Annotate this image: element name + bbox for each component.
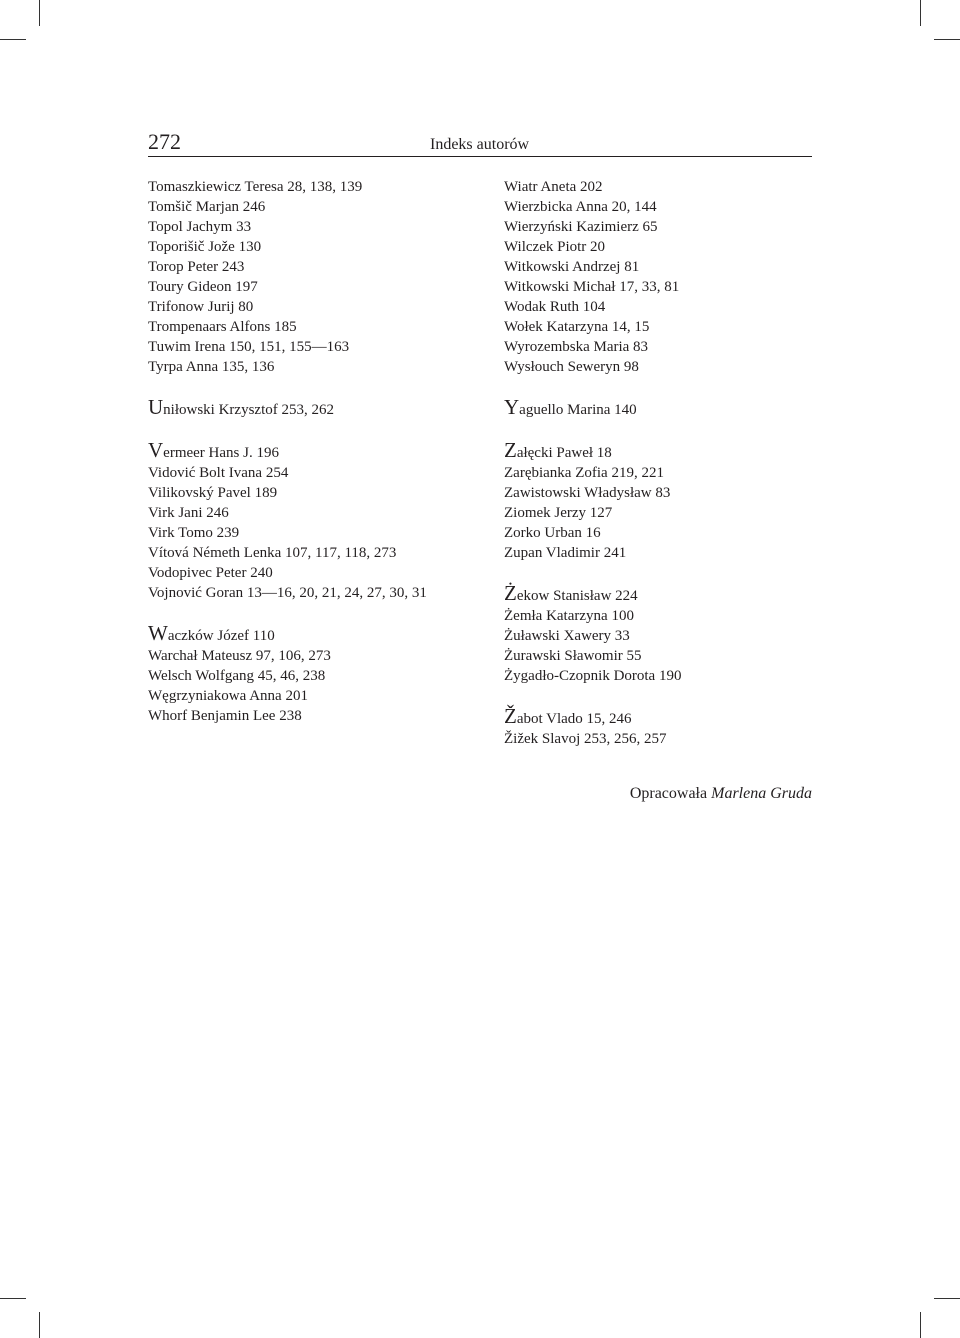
index-entry: Tuwim Irena 150, 151, 155—163	[148, 339, 350, 355]
letter-group	[504, 440, 814, 563]
index-entry: Zarębianka Zofia 219, 221	[504, 465, 664, 481]
index-entry: Wilczek Piotr 20	[504, 239, 606, 255]
crop-mark	[0, 1298, 26, 1299]
compiler-credit	[480, 784, 812, 804]
index-entry: Tomaszkiewicz Teresa 28, 138, 139	[148, 179, 363, 195]
index-entry	[504, 706, 814, 729]
letter-group	[504, 177, 814, 377]
index-entry: Virk Tomo 239	[148, 525, 240, 541]
index-entry: Tomšič Marjan 246	[148, 199, 266, 215]
entry-text: aguello Marina 140	[519, 402, 637, 418]
index-entry: Vítová Németh Lenka 107, 117, 118, 273	[148, 545, 397, 561]
index-entry: Topol Jachym 33	[148, 219, 252, 235]
group-initial: W	[148, 621, 168, 645]
letter-group	[148, 440, 460, 603]
index-entry: Ziomek Jerzy 127	[504, 505, 613, 521]
index-entry: Vidović Bolt Ivana 254	[148, 465, 289, 481]
index-entry: Tyrpa Anna 135, 136	[148, 359, 275, 375]
letter-group	[148, 623, 460, 726]
crop-mark	[39, 0, 40, 26]
index-entry: Torop Peter 243	[148, 259, 245, 275]
index-entry: Zorko Urban 16	[504, 525, 601, 541]
crop-mark	[920, 1312, 921, 1338]
crop-mark	[0, 39, 26, 40]
letter-group	[504, 583, 814, 686]
index-entry: Trompenaars Alfons 185	[148, 319, 297, 335]
index-entry: Wiatr Aneta 202	[504, 179, 603, 195]
group-initial: Ż	[504, 581, 517, 605]
crop-mark	[920, 0, 921, 26]
group-initial: Y	[504, 395, 520, 419]
entry-text: ermeer Hans J. 196	[163, 445, 279, 461]
index-entry	[504, 440, 814, 463]
index-entry: Żemła Katarzyna 100	[504, 608, 634, 624]
index-entry	[504, 583, 814, 606]
index-entry: Wodak Ruth 104	[504, 299, 606, 315]
entry-text: aczków Józef 110	[167, 628, 275, 644]
index-entry: Wyrozembska Maria 83	[504, 339, 649, 355]
entry-text: ekow Stanisław 224	[516, 588, 638, 604]
index-entry: Whorf Benjamin Lee 238	[148, 708, 302, 724]
compiled-by-label: Opracowała	[629, 785, 708, 802]
index-entry: Wołek Katarzyna 14, 15	[504, 319, 650, 335]
entry-text: ałęcki Paweł 18	[516, 445, 612, 461]
letter-group	[148, 177, 460, 377]
index-entry: Vilikovský Pavel 189	[148, 485, 278, 501]
index-entry: Toury Gideon 197	[148, 279, 258, 295]
index-entry: Witkowski Michał 17, 33, 81	[504, 279, 680, 295]
group-initial: V	[148, 438, 164, 462]
index-entry: Toporišič Jože 130	[148, 239, 262, 255]
letter-group	[504, 397, 814, 420]
running-head: Indeks autorów	[430, 136, 530, 153]
index-entry: Wierzbicka Anna 20, 144	[504, 199, 657, 215]
crop-mark	[39, 1312, 40, 1338]
index-entry: Wysłouch Seweryn 98	[504, 359, 639, 375]
index-entry	[148, 440, 460, 463]
index-entry: Wierzyński Kazimierz 65	[504, 219, 658, 235]
index-entry: Żurawski Sławomir 55	[504, 648, 642, 664]
index-entry: Vodopivec Peter 240	[148, 565, 273, 581]
index-entry: Zawistowski Władysław 83	[504, 485, 671, 501]
index-column-left	[148, 177, 460, 746]
entry-text: niłowski Krzysztof 253, 262	[163, 402, 334, 418]
header-rule	[148, 156, 812, 157]
index-entry: Żygadło-Czopnik Dorota 190	[504, 668, 682, 684]
group-initial: Ž	[504, 704, 517, 728]
entry-text: abot Vlado 15, 246	[516, 711, 632, 727]
index-entry: Žižek Slavoj 253, 256, 257	[504, 731, 667, 747]
crop-mark	[934, 39, 960, 40]
group-initial: Z	[504, 438, 517, 462]
crop-mark	[934, 1298, 960, 1299]
index-entry: Zupan Vladimir 241	[504, 545, 627, 561]
index-entry	[148, 623, 460, 646]
letter-group	[148, 397, 460, 420]
index-entry: Warchał Mateusz 97, 106, 273	[148, 648, 331, 664]
index-entry: Węgrzyniakowa Anna 201	[148, 688, 308, 704]
group-initial: U	[148, 395, 164, 419]
index-column-right	[504, 177, 814, 769]
index-entry: Żuławski Xawery 33	[504, 628, 630, 644]
letter-group	[504, 706, 814, 749]
compiler-name: Marlena Gruda	[711, 785, 812, 802]
index-entry	[504, 397, 814, 420]
index-entry: Vojnović Goran 13—16, 20, 21, 24, 27, 30, 31	[148, 585, 427, 601]
index-entry: Virk Jani 246	[148, 505, 229, 521]
index-entry: Welsch Wolfgang 45, 46, 238	[148, 668, 326, 684]
index-entry: Trifonow Jurij 80	[148, 299, 254, 315]
index-entry: Witkowski Andrzej 81	[504, 259, 640, 275]
page-number: 272	[148, 129, 181, 154]
index-entry	[148, 397, 460, 420]
